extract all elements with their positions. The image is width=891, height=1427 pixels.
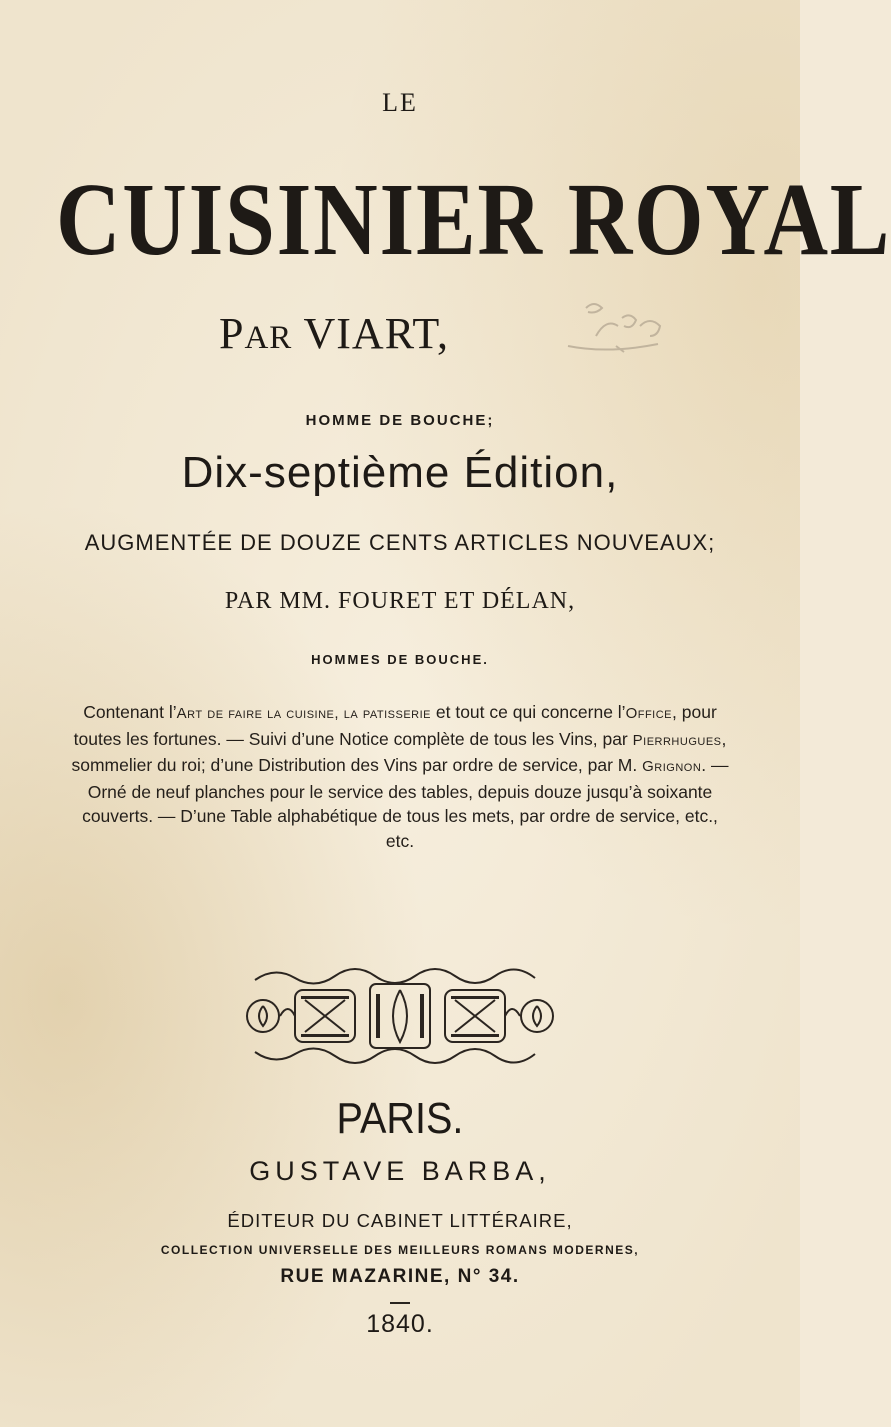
imprint-publisher-role: ÉDITEUR DU CABINET LITTÉRAIRE, xyxy=(227,1210,573,1231)
edition-label: Dix-septième Édition, xyxy=(181,448,619,497)
imprint-collection: COLLECTION UNIVERSELLE DES MEILLEURS ROMANS MODERNES, xyxy=(160,1243,640,1257)
printer-ornament-vignette xyxy=(235,960,565,1070)
title-article: LE xyxy=(382,88,418,117)
desc-smallcaps-3: Pierrhugues xyxy=(632,731,722,749)
author-name: VIART, xyxy=(303,309,450,358)
desc-smallcaps-1: Art de faire la cuisine, la patisserie xyxy=(176,705,432,722)
imprint-divider xyxy=(390,1302,410,1304)
desc-text-1: Contenant l’ xyxy=(83,702,177,722)
author-prefix-initial: P xyxy=(218,309,245,358)
imprint-year: 1840. xyxy=(366,1310,434,1338)
desc-text-5: . — Orné de neuf planches pour le service des tables, depuis douze jusqu’à soixante couverts. — D’une Table alphabétique de tous les mets, par ordre de service, etc., etc. xyxy=(82,755,729,851)
desc-smallcaps-2: Office xyxy=(625,705,673,722)
desc-smallcaps-4: Grignon xyxy=(642,758,702,775)
desc-text-4: , sommelier du roi; d’une Distribution des Vins par ordre de service, par M. xyxy=(71,728,727,775)
revisers-role: HOMMES DE BOUCHE. xyxy=(311,652,489,667)
imprint-address: RUE MAZARINE, N° 34. xyxy=(280,1266,520,1287)
revisers-line: PAR MM. FOURET ET DÉLAN, xyxy=(224,588,576,614)
desc-text-3: , pour toutes les fortunes. — Suivi d’une Notice complète de tous les Vins, par xyxy=(73,702,717,749)
edition-augmentation: AUGMENTÉE DE DOUZE CENTS ARTICLES NOUVEAUX; xyxy=(84,530,716,555)
imprint-publisher: GUSTAVE BARBA, xyxy=(249,1156,551,1186)
imprint-place: PARIS. xyxy=(336,1094,464,1143)
author-prefix-rest: AR xyxy=(244,320,293,356)
author-role: HOMME DE BOUCHE; xyxy=(305,412,495,429)
desc-text-2: et tout ce qui concerne l’ xyxy=(431,702,626,722)
contents-description xyxy=(68,700,732,853)
faded-stamp-mark xyxy=(556,296,686,356)
book-title: CUISINIER ROYAL xyxy=(56,162,891,277)
